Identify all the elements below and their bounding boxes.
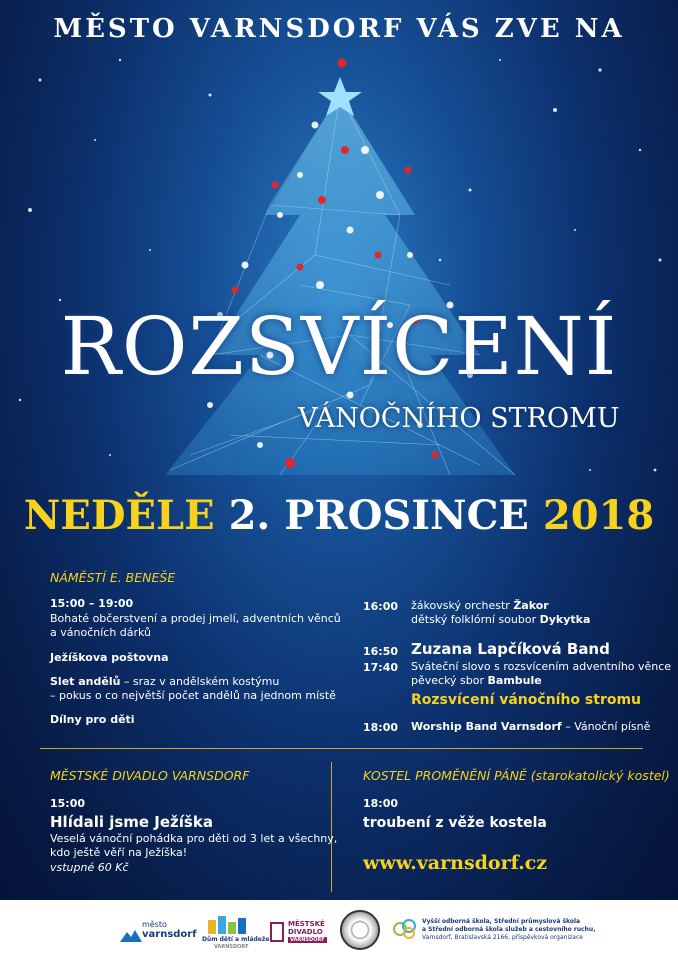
event-date: [0, 492, 678, 539]
church-heading: KOSTEL PROMĚNĚNÍ PÁNĚ (starokatolický kostel): [363, 768, 670, 783]
invitation-header: MĚSTO VARNSDORF VÁS ZVE NA: [53, 14, 625, 44]
ddm-blocks-icon: [208, 916, 248, 934]
square-desc-line1: Bohaté občerstvení a prodej jmelí, adventních věnců: [50, 612, 341, 625]
program-time-4: 18:00: [363, 721, 399, 734]
theatre-mask-icon: [270, 922, 284, 942]
seal-logo: [340, 910, 380, 950]
divider-horizontal: [40, 748, 643, 749]
theatre-desc-line1: Veselá vánoční pohádka pro děti od 3 let a všechny,: [50, 832, 338, 845]
theatre-show: Hlídali jsme Ježíška: [50, 813, 213, 831]
mountain-icon: [120, 930, 142, 942]
school-rings-icon: [392, 918, 418, 940]
program-worship: Worship Band Varnsdorf – Vánoční písně: [411, 720, 651, 733]
theatre-entry: vstupné 60 Kč: [50, 861, 129, 874]
program-lighting: Rozsvícení vánočního stromu: [411, 692, 642, 708]
square-angels: [50, 675, 279, 689]
program-time-2: 16:50: [363, 645, 399, 658]
sponsor-footer: [0, 900, 678, 960]
theatre-logo: MĚSTSKÉ DIVADLO VARNSDORF: [270, 920, 330, 946]
theatre-time: 15:00: [50, 797, 86, 810]
event-subtitle: VÁNOČNÍHO STROMU: [298, 403, 620, 434]
angels-rest: – sraz v andělském kostýmu: [120, 675, 280, 688]
program-time-3: 17:40: [363, 661, 399, 674]
theatre-desc-line2: kdo ještě věří na Ježíška!: [50, 846, 188, 859]
church-event: troubení z věže kostela: [363, 815, 547, 831]
program-row1a: žákovský orchestr Žakor: [411, 599, 549, 612]
program-time-1: 16:00: [363, 600, 399, 613]
varnsdorf-town-logo: město varnsdorf: [120, 920, 190, 944]
theatre-heading: MĚSTSKÉ DIVADLO VARNSDORF: [50, 768, 250, 783]
program-row3a: Sváteční slovo s rozsvícením adventního věnce: [411, 660, 672, 673]
event-title: ROZSVÍCENÍ: [60, 300, 618, 393]
program-row3b: pěvecký sbor Bambule: [411, 674, 542, 687]
angels-bold: Slet andělů: [50, 675, 121, 688]
date-day: NEDĚLE: [23, 492, 215, 539]
divider-vertical: [331, 762, 332, 892]
square-workshops: Dílny pro děti: [50, 713, 135, 726]
website-link[interactable]: www.varnsdorf.cz: [363, 852, 548, 874]
program-band: Zuzana Lapčíková Band: [411, 640, 610, 658]
ddm-logo: Dům dětí a mládeže VARNSDORF: [200, 914, 255, 958]
church-time: 18:00: [363, 797, 399, 810]
school-logo-text: Vyšší odborná škola, Střední průmyslová škola a Střední odborná škola služeb a cestovního ruchu, Varnsdorf, Bratislavská 2166, příspěvková organizace: [422, 918, 596, 941]
square-time: 15:00 – 19:00: [50, 597, 134, 610]
program-row1b: dětský folklórní soubor Dykytka: [411, 613, 591, 626]
square-heading: NÁMĚSTÍ E. BENEŠE: [50, 570, 176, 585]
square-post-office: Ježíškova poštovna: [50, 651, 169, 664]
square-angels-line2: – pokus o co největší počet andělů na jednom místě: [50, 689, 336, 702]
date-year: 2018: [542, 492, 655, 539]
square-desc-line2: a vánočních dárků: [50, 626, 152, 639]
date-day-month: 2. PROSINCE: [228, 492, 529, 539]
